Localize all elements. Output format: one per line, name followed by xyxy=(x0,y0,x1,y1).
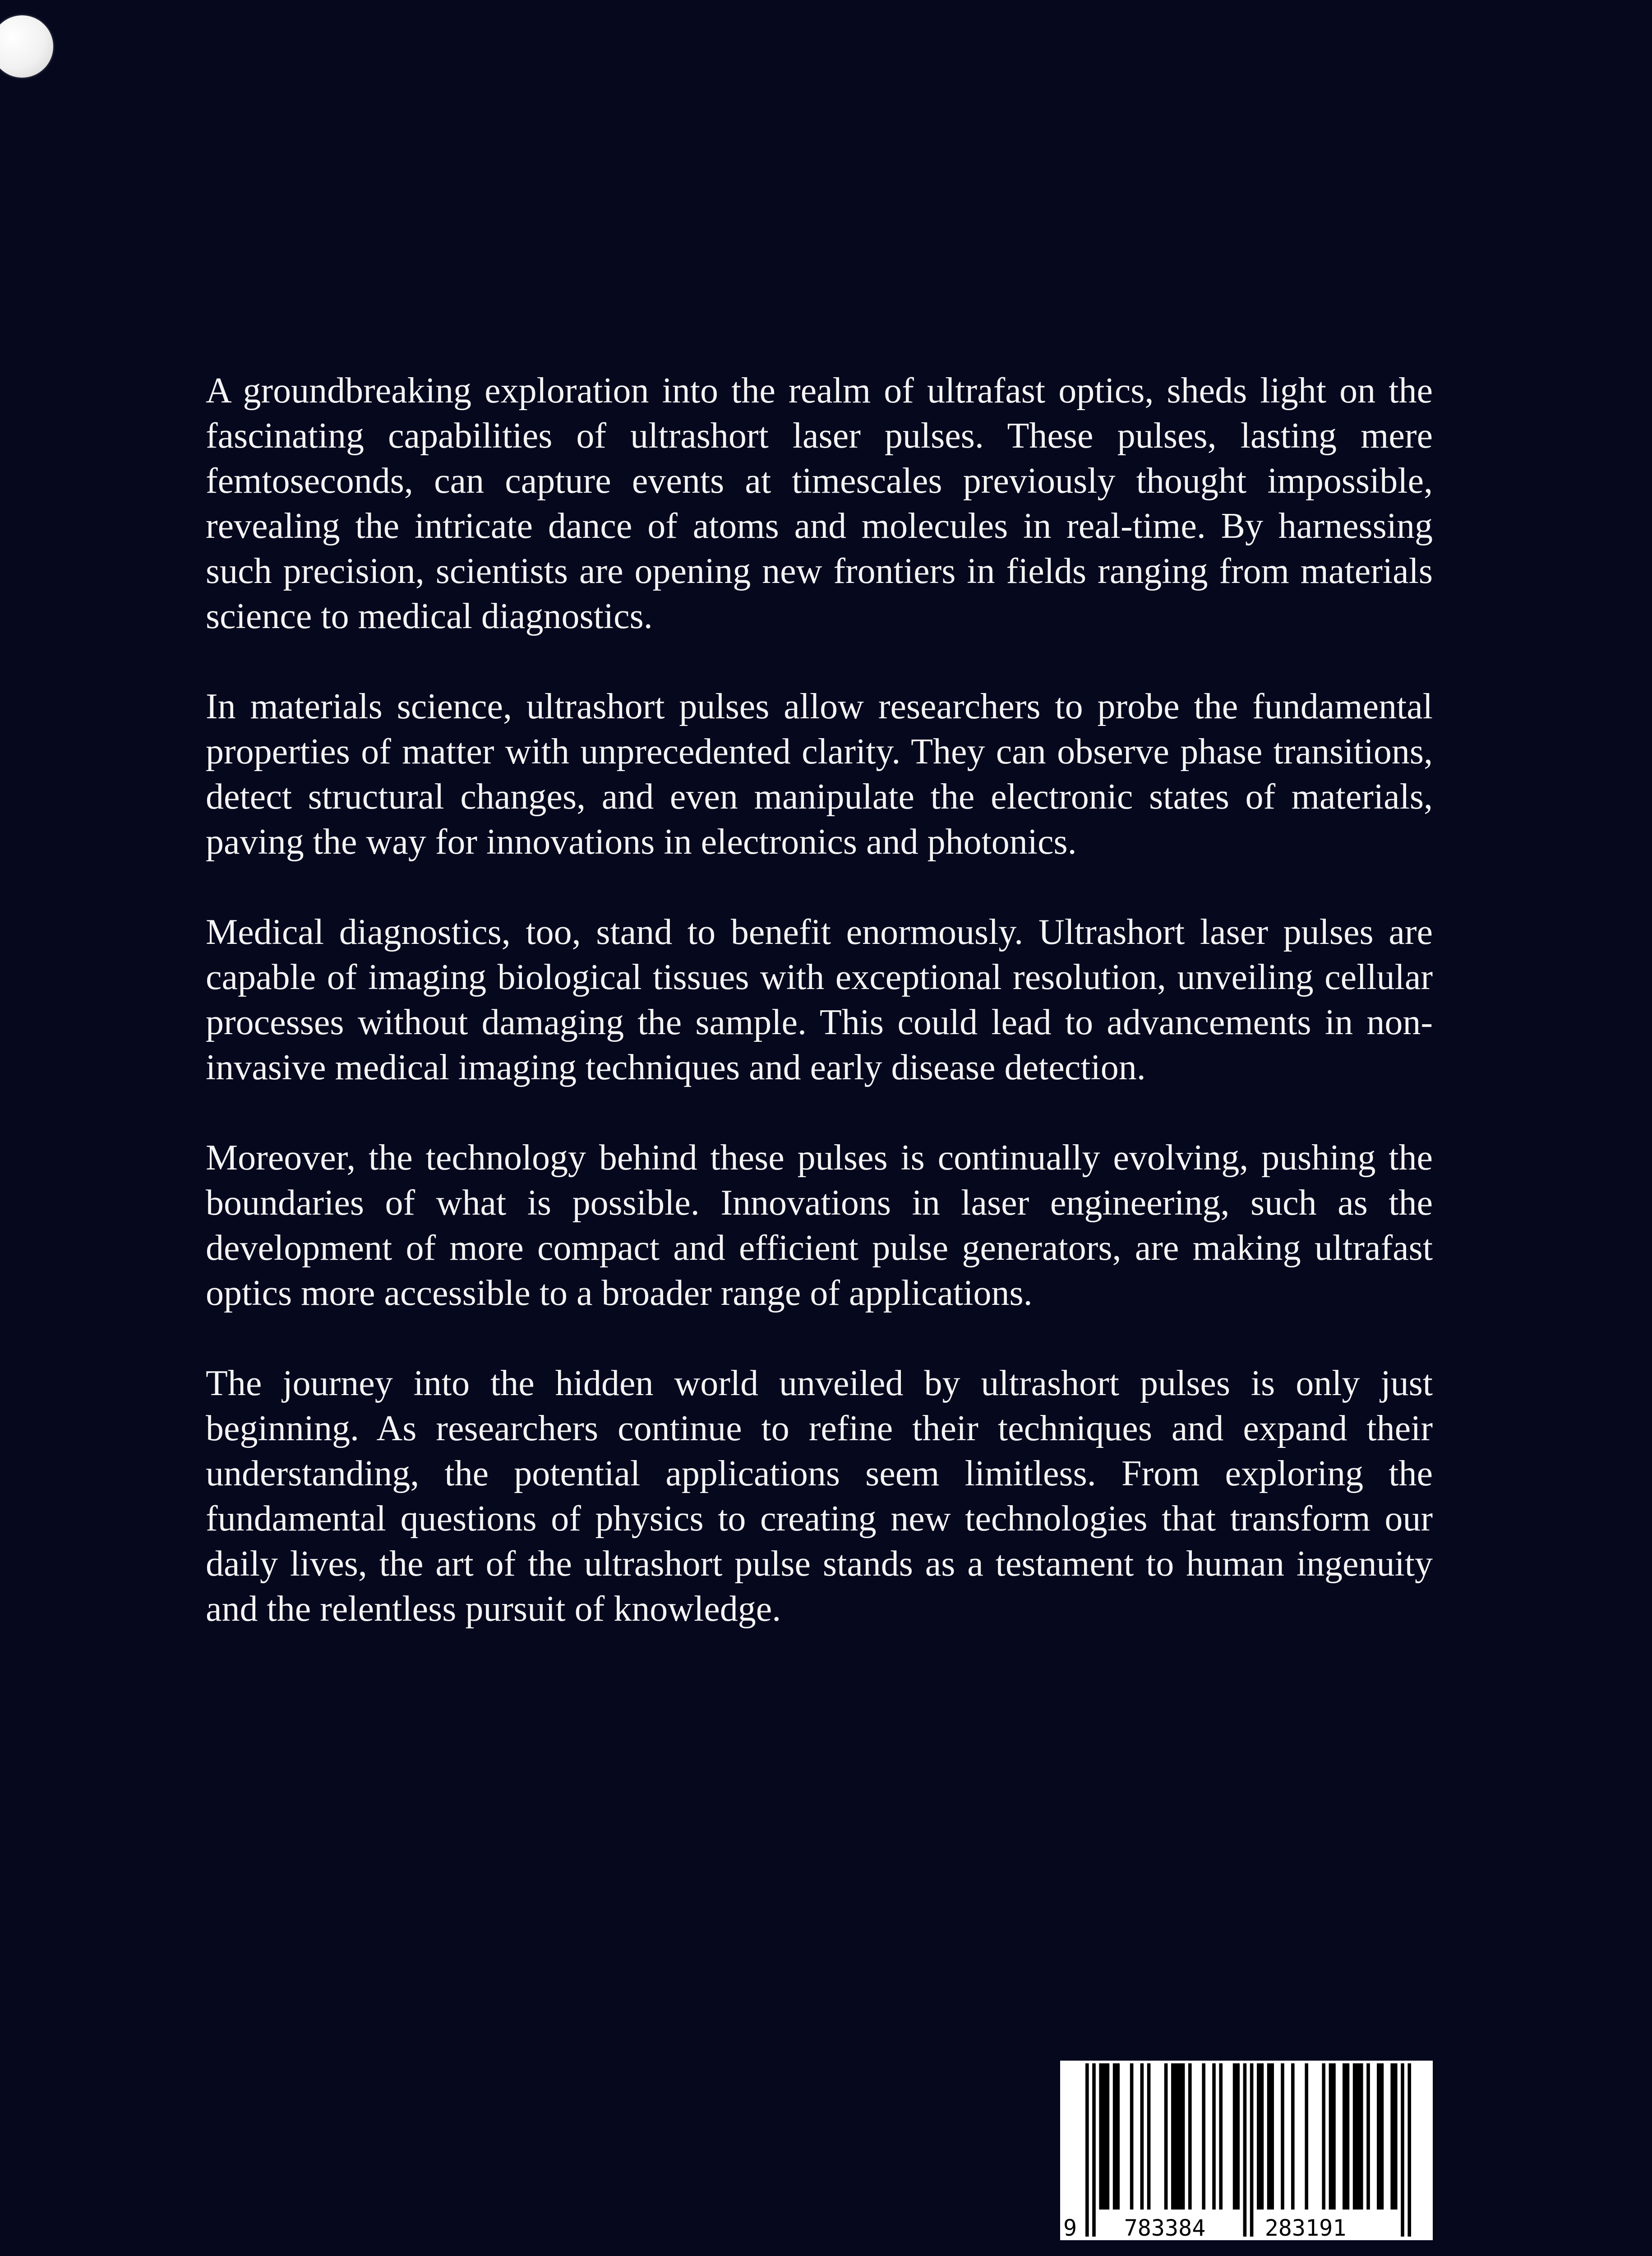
isbn-barcode xyxy=(1060,2061,1433,2240)
barcode-bar xyxy=(1171,2063,1185,2210)
blurb-paragraph-2: In materials science, ultrashort pulses allow researchers to probe the fundamental properties of matter with unprecedented clarity. They can observe phase transitions, detect structural changes, and even manipulate the electronic states of materials, paving the way for innovations in electronics and photonics. xyxy=(206,687,1433,862)
barcode-right-digits: 283191 xyxy=(1264,2215,1347,2240)
barcode-bar xyxy=(1267,2063,1274,2210)
barcode-bar xyxy=(1377,2063,1384,2210)
barcode-guard-bar xyxy=(1092,2063,1096,2237)
barcode-bar xyxy=(1147,2063,1151,2210)
barcode-guard-bar xyxy=(1401,2063,1404,2237)
blurb-paragraph-4: Moreover, the technology behind these pulses is continually evolving, pushing the boundaries of what is possible. Innovations in laser engineering, such as the development of more compact and efficient pulse generators, are making ultrafast optics more accessible to a broader range of applications. xyxy=(206,1138,1433,1313)
barcode-bar xyxy=(1212,2063,1216,2210)
barcode-bar xyxy=(1113,2063,1120,2210)
barcode-bar xyxy=(1353,2063,1363,2210)
barcode-lead-digit: 9 xyxy=(1063,2215,1077,2240)
barcode-bar xyxy=(1281,2063,1284,2210)
corner-dot xyxy=(0,15,53,78)
barcode-bar xyxy=(1322,2063,1325,2210)
barcode-bar xyxy=(1390,2063,1397,2210)
blurb-paragraph-3: Medical diagnostics, too, stand to benefit enormously. Ultrashort laser pulses are capable of imaging biological tissues with exceptional resolution, unveiling cellular processes without damaging the sample. This could lead to advancements in non-invasive medical imaging techniques and early disease detection. xyxy=(206,912,1433,1087)
barcode-bar xyxy=(1202,2063,1205,2210)
barcode-guard-bar xyxy=(1407,2063,1411,2237)
blurb-paragraph-5: The journey into the hidden world unveiled by ultrashort pulses is only just beginning. As researchers continue to refine their techniques and expand their understanding, the potential applications seem limitless. From exploring the fundamental questions of physics to creating new technologies that transform our daily lives, the art of the ultrashort pulse stands as a testament to human ingenuity and the relentless pursuit of knowledge. xyxy=(206,1364,1433,1629)
barcode-left-digits: 783384 xyxy=(1124,2215,1206,2240)
barcode-bar xyxy=(1233,2063,1240,2210)
barcode-bar xyxy=(1140,2063,1144,2210)
barcode-bar xyxy=(1130,2063,1134,2210)
barcode-guard-bar xyxy=(1250,2063,1254,2237)
barcode-bars xyxy=(1085,2063,1411,2237)
barcode-bar xyxy=(1164,2063,1168,2210)
back-cover-blurb xyxy=(206,368,1433,1632)
barcode-bar xyxy=(1366,2063,1370,2210)
barcode-bar xyxy=(1329,2063,1336,2210)
barcode-bar xyxy=(1291,2063,1295,2210)
barcode-bar xyxy=(1257,2063,1264,2210)
blurb-paragraph-1: A groundbreaking exploration into the realm of ultrafast optics, sheds light on the fascinating capabilities of ultrashort laser pulses. These pulses, lasting mere femtoseconds, can capture events at timescales previously thought impossible, revealing the intricate dance of atoms and molecules in real-time. By harnessing such precision, scientists are opening new frontiers in fields ranging from materials science to medical diagnostics. xyxy=(206,371,1433,636)
barcode-guard-bar xyxy=(1243,2063,1247,2237)
barcode-graphic xyxy=(1060,2061,1433,2240)
barcode-bar xyxy=(1099,2063,1109,2210)
barcode-bar xyxy=(1188,2063,1192,2210)
barcode-guard-bar xyxy=(1085,2063,1089,2237)
barcode-bar xyxy=(1219,2063,1223,2210)
barcode-bar xyxy=(1343,2063,1349,2210)
barcode-bar xyxy=(1305,2063,1308,2210)
